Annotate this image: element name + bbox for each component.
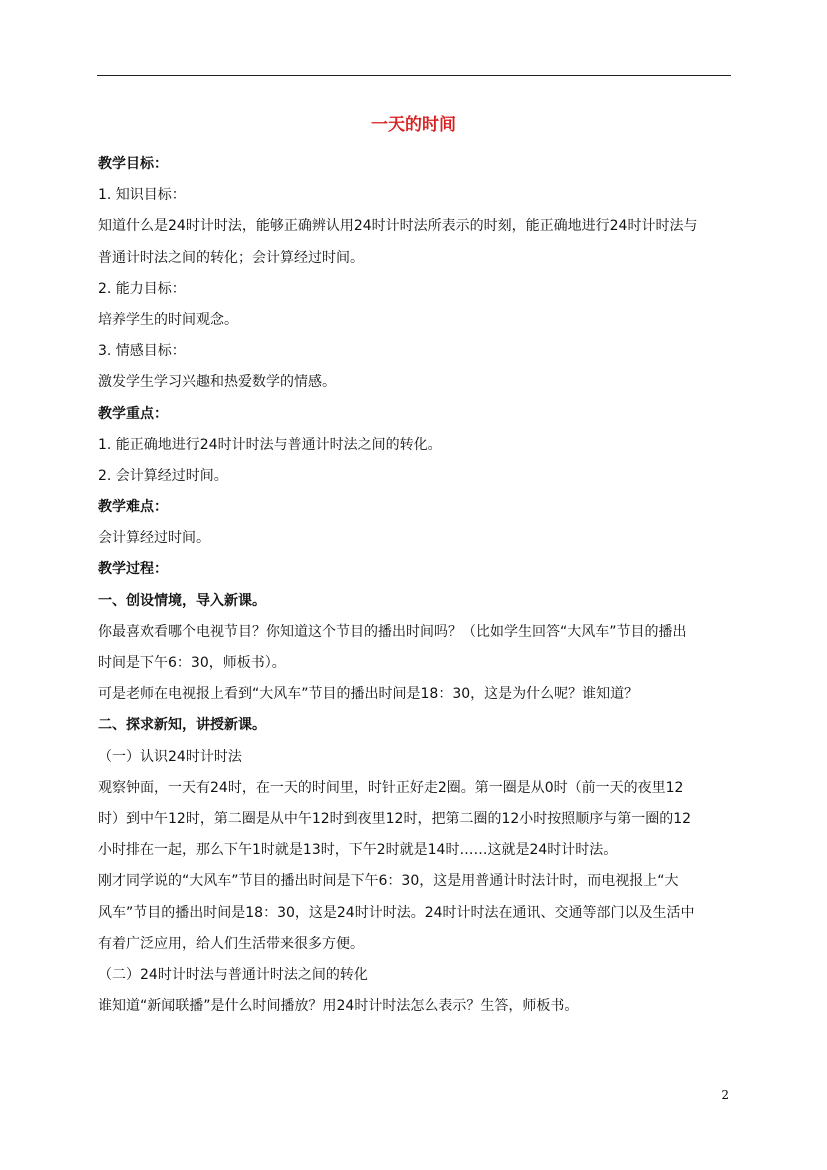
text-line: 小时排在一起，那么下午1时就是13时，下午2时就是14时……这就是24时计时法。	[98, 842, 618, 859]
text-line: 会计算经过时间。	[98, 530, 210, 547]
section-heading: 教学目标：	[98, 156, 168, 172]
document-title: 一天的时间	[371, 115, 456, 135]
text-line: 时）到中午12时，第二圈是从中午12时到夜里12时，把第二圈的12小时按照顺序与第一圈的12	[98, 810, 692, 827]
text-line: （二）24时计时法与普通计时法之间的转化	[98, 966, 368, 983]
document-body	[98, 149, 732, 1022]
text-line: 刚才同学说的“大风车”节目的播出时间是下午6：30，这是用普通计时法计时，而电视报上“大	[98, 873, 679, 890]
section-heading: 教学过程：	[98, 561, 168, 578]
text-line: 2. 能力目标：	[98, 280, 186, 297]
text-line: 谁知道“新闻联播”是什么时间播放？用24时计时法怎么表示？生答，师板书。	[98, 998, 579, 1015]
section-heading: 一、创设情境，导入新课。	[98, 592, 266, 609]
section-heading: 二、探求新知，讲授新课。	[98, 717, 266, 734]
text-line: （一）认识24时计时法	[98, 748, 242, 765]
text-line: 普通计时法之间的转化；会计算经过时间。	[98, 249, 364, 266]
page-number: 2	[721, 1088, 729, 1102]
text-line: 3. 情感目标：	[98, 343, 186, 360]
section-heading: 教学重点：	[98, 405, 168, 422]
section-heading: 教学难点：	[98, 499, 168, 516]
text-line: 1. 能正确地进行24时计时法与普通计时法之间的转化。	[98, 436, 442, 453]
text-line: 观察钟面，一天有24时，在一天的时间里，时针正好走2圈。第一圈是从0时（前一天的夜里12	[98, 779, 684, 796]
text-line: 激发学生学习兴趣和热爱数学的情感。	[98, 374, 336, 391]
text-line: 可是老师在电视报上看到“大风车”节目的播出时间是18：30，这是为什么呢？谁知道？	[98, 686, 639, 703]
text-line: 1. 知识目标：	[98, 187, 186, 204]
text-line: 知道什么是24时计时法，能够正确辨认用24时计时法所表示的时刻，能正确地进行24时计时法与	[98, 218, 698, 235]
text-line: 有着广泛应用，给人们生活带来很多方便。	[98, 935, 364, 952]
text-line: 你最喜欢看哪个电视节目？你知道这个节目的播出时间吗？（比如学生回答“大风车”节目的播出	[98, 623, 687, 640]
text-line: 培养学生的时间观念。	[98, 311, 238, 328]
header-rule	[97, 75, 731, 76]
text-line: 风车”节目的播出时间是18：30，这是24时计时法。24时计时法在通讯、交通等部门以及生活中	[98, 904, 695, 921]
text-line: 2. 会计算经过时间。	[98, 467, 228, 484]
text-line: 时间是下午6：30，师板书）。	[98, 655, 286, 671]
